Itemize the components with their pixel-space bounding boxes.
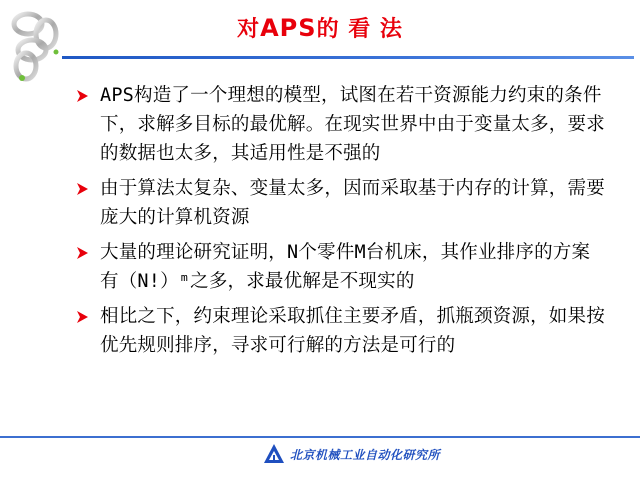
arrow-bullet-icon [76, 310, 89, 324]
bullet-text: 由于算法太复杂、变量太多，因而采取基于内存的计算，需要庞大的计算机资源 [100, 178, 605, 228]
title-latin: APS [260, 14, 317, 42]
title-prefix: 对 [237, 17, 261, 42]
triangle-logo-icon [262, 442, 286, 466]
title-divider [62, 56, 634, 59]
bullet-item [76, 302, 606, 360]
slide-title [0, 12, 640, 46]
bullet-list [76, 81, 606, 366]
arrow-bullet-icon [76, 182, 89, 196]
title-suffix: 的 看 法 [316, 17, 403, 42]
bullet-item [76, 174, 606, 232]
bullet-item [76, 238, 606, 296]
footer-divider [0, 436, 640, 438]
bullet-text: 大量的理论研究证明，N个零件M台机床，其作业排序的方案有（N!）ᵐ之多，求最优解是不现实的 [100, 242, 591, 292]
bullet-text: 相比之下，约束理论采取抓住主要矛盾，抓瓶颈资源，如果按优先规则排序，寻求可行解的方法是可行的 [100, 306, 605, 356]
bullet-text: APS构造了一个理想的模型，试图在若干资源能力约束的条件下，求解多目标的最优解。在现实世界中由于变量太多，要求的数据也太多，其适用性是不强的 [100, 85, 605, 164]
arrow-bullet-icon [76, 89, 89, 103]
bullet-item [76, 81, 606, 168]
arrow-bullet-icon [76, 246, 89, 260]
organization-name: 北京机械工业自动化研究所 [290, 448, 441, 462]
